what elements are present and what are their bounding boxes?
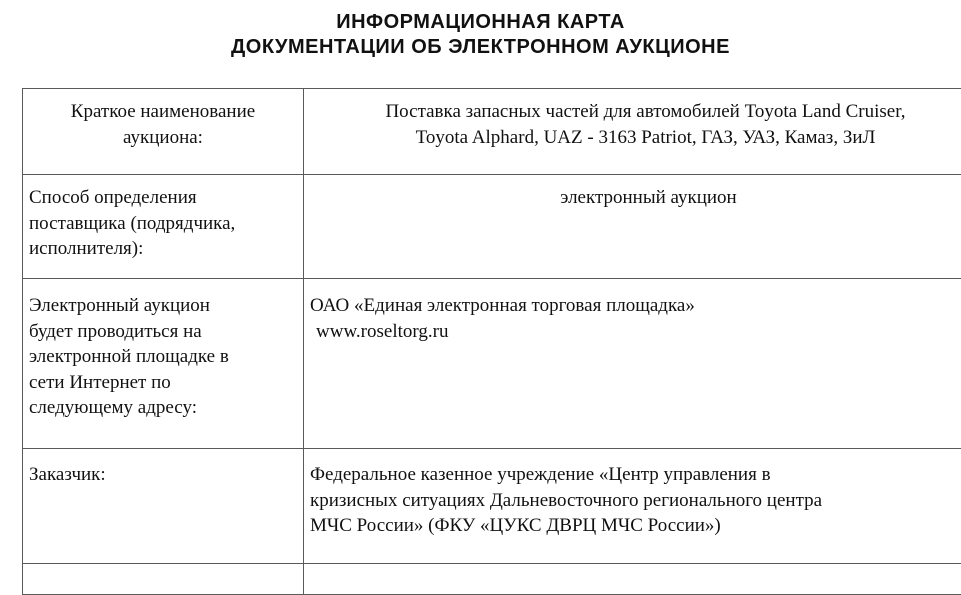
platform-label-line-3: электронной площадке в	[29, 344, 297, 370]
auction-name-value-line-1: Поставка запасных частей для автомобилей Toyota Land Cruiser,	[312, 99, 961, 125]
platform-label-line-4: сети Интернет по	[29, 370, 297, 396]
auction-name-value-cell	[304, 89, 961, 175]
customer-value-line-1: Федеральное казенное учреждение «Центр управления в	[310, 462, 961, 488]
supplier-method-label-line-1: Способ определения	[29, 185, 297, 211]
auction-name-label-line-1: Краткое наименование	[27, 99, 299, 125]
info-card-table	[22, 88, 961, 595]
customer-value-line-3: МЧС России» (ФКУ «ЦУКС ДВРЦ МЧС России»)	[310, 513, 961, 539]
supplier-method-value-cell	[304, 175, 961, 279]
auction-name-label-line-2: аукциона:	[27, 125, 299, 151]
table-row-supplier-method	[23, 175, 961, 279]
table-row-platform-address	[23, 279, 961, 449]
customer-value-line-2: кризисных ситуациях Дальневосточного регионального центра	[310, 488, 961, 514]
customer-value-cell	[304, 449, 961, 564]
platform-operator-name: ОАО «Единая электронная торговая площадка»	[310, 293, 961, 319]
table-row-auction-name	[23, 89, 961, 175]
supplier-method-label-line-2: поставщика (подрядчика,	[29, 211, 297, 237]
supplier-method-value: электронный аукцион	[310, 185, 961, 211]
platform-label-line-5: следующему адресу:	[29, 395, 297, 421]
table-row-partial	[23, 564, 961, 595]
supplier-method-label-line-3: исполнителя):	[29, 236, 297, 262]
customer-label-cell	[23, 449, 304, 564]
supplier-method-label-cell	[23, 175, 304, 279]
table-row-customer	[23, 449, 961, 564]
partial-label-cell	[23, 564, 304, 595]
platform-label-cell	[23, 279, 304, 449]
platform-label-line-1: Электронный аукцион	[29, 293, 297, 319]
platform-website-link[interactable]: www.roseltorg.ru	[310, 319, 961, 345]
platform-value-cell	[304, 279, 961, 449]
auction-name-value-line-2: Toyota Alphard, UAZ - 3163 Patriot, ГАЗ, УАЗ, Камаз, ЗиЛ	[312, 125, 961, 151]
customer-label: Заказчик:	[29, 462, 297, 488]
platform-label-line-2: будет проводиться на	[29, 319, 297, 345]
partial-value-cell	[304, 564, 961, 595]
auction-name-label-cell	[23, 89, 304, 175]
document-title-line-2: ДОКУМЕНТАЦИИ ОБ ЭЛЕКТРОННОМ АУКЦИОНЕ	[0, 35, 961, 60]
document-title-line-1: ИНФОРМАЦИОННАЯ КАРТА	[0, 10, 961, 35]
